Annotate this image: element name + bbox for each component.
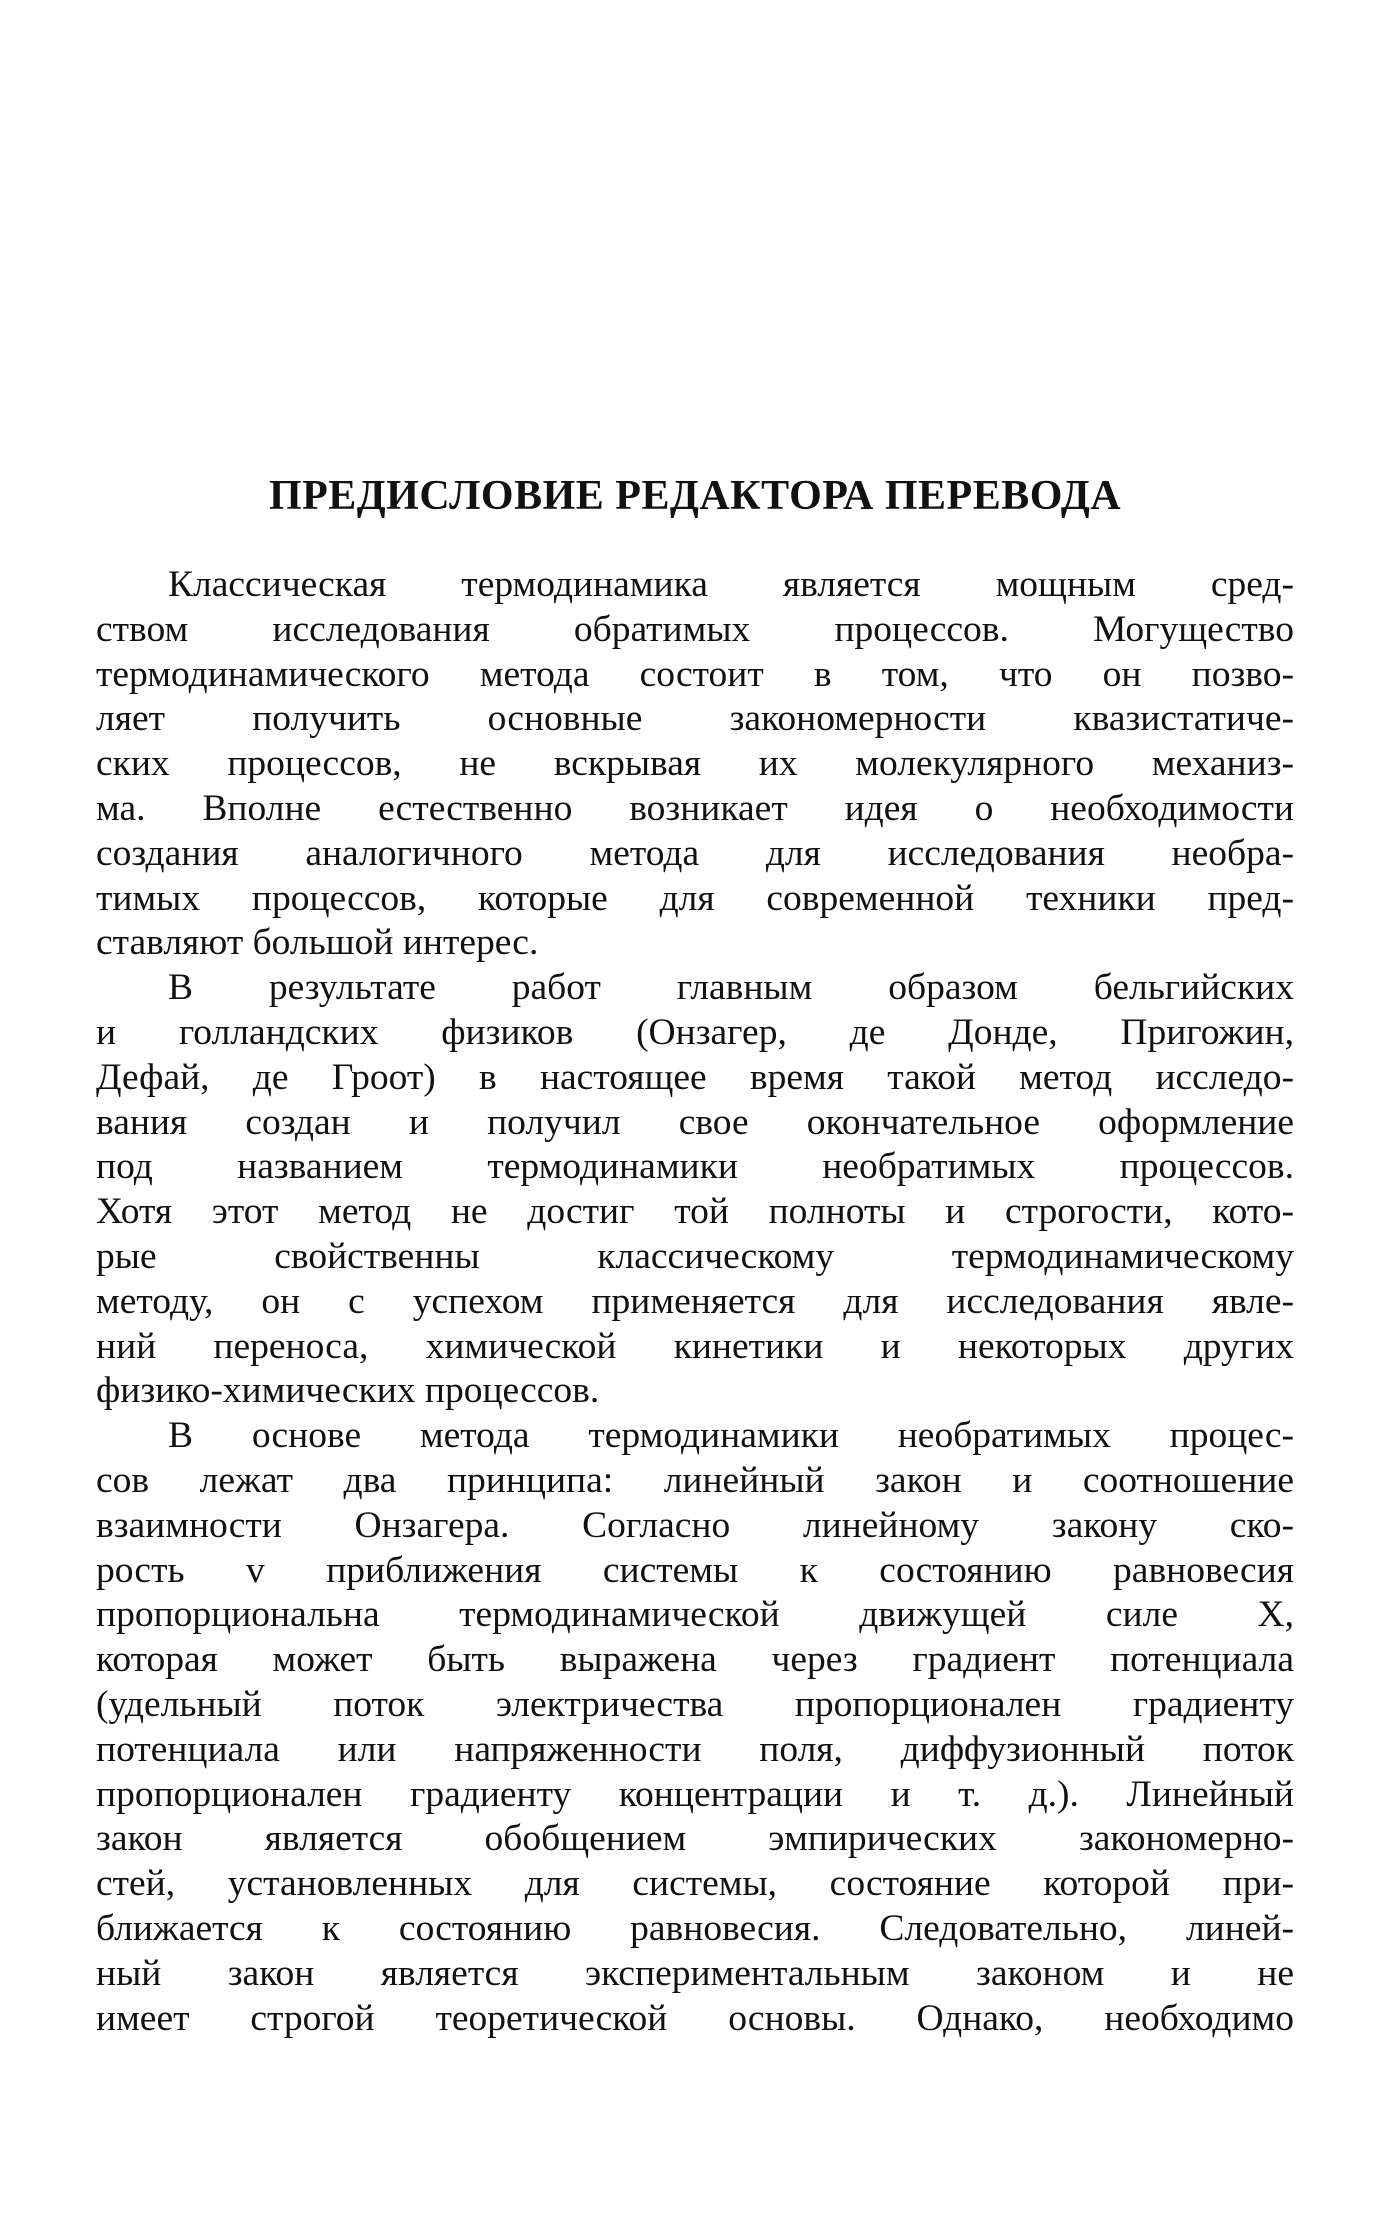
- text-line: которая может быть выражена через градиент потенциала: [96, 1639, 1294, 1681]
- text-line: под названием термодинамики необратимых процессов.: [96, 1146, 1294, 1188]
- text-line: взаимности Онзагера. Согласно линейному закону ско-: [96, 1504, 1294, 1546]
- text-line: рость v приближения системы к состоянию равновесия: [96, 1549, 1294, 1591]
- text-line: стей, установленных для системы, состояние которой при-: [96, 1863, 1294, 1905]
- text-line: имеет строгой теоретической основы. Однако, необходимо: [96, 1997, 1294, 2039]
- text-line: ма. Вполне естественно возникает идея о необходимости: [96, 787, 1294, 829]
- text-line: ских процессов, не вскрывая их молекулярного механиз-: [96, 743, 1294, 785]
- paragraph-1: [96, 563, 1294, 966]
- text-line: закон является обобщением эмпирических закономерно-: [96, 1818, 1294, 1860]
- text-line: Дефай, де Гроот) в настоящее время такой метод исследо-: [96, 1056, 1294, 1098]
- text-line: ний переноса, химической кинетики и некоторых других: [96, 1325, 1294, 1367]
- text-line: методу, он с успехом применяется для исследования явле-: [96, 1280, 1294, 1322]
- text-line: физико-химических процессов.: [96, 1370, 600, 1412]
- text-line: ляет получить основные закономерности квазистатиче-: [96, 698, 1294, 740]
- text-line: создания аналогичного метода для исследования необра-: [96, 832, 1294, 874]
- paragraph-3: [96, 1414, 1294, 2041]
- text-line: ный закон является экспериментальным законом и не: [96, 1952, 1294, 1994]
- text-line: В результате работ главным образом бельгийских: [168, 967, 1294, 1009]
- text-line: рые свойственны классическому термодинамическому: [96, 1235, 1294, 1277]
- text-line: В основе метода термодинамики необратимых процес-: [168, 1415, 1294, 1457]
- text-line: сов лежат два принципа: линейный закон и соотношение: [96, 1459, 1294, 1501]
- text-line: пропорциональна термодинамической движущей силе X,: [96, 1594, 1294, 1636]
- text-line: Классическая термодинамика является мощным сред-: [168, 564, 1294, 605]
- body-text: [96, 563, 1294, 2041]
- text-line: пропорционален градиенту концентрации и т. д.). Линейный: [96, 1773, 1294, 1815]
- text-line: ставляют большой интерес.: [96, 922, 539, 964]
- paragraph-2: [96, 966, 1294, 1414]
- text-line: (удельный поток электричества пропорционален градиенту: [96, 1683, 1294, 1725]
- text-line: термодинамического метода состоит в том, что он позво-: [96, 653, 1294, 695]
- text-line: Хотя этот метод не достиг той полноты и строгости, кото-: [96, 1191, 1294, 1233]
- chapter-title: ПРЕДИСЛОВИЕ РЕДАКТОРА ПЕРЕВОДА: [268, 473, 1122, 519]
- text-line: вания создан и получил свое окончательное оформление: [96, 1101, 1294, 1143]
- text-line: и голландских физиков (Онзагер, де Донде, Пригожин,: [96, 1011, 1294, 1053]
- text-line: тимых процессов, которые для современной техники пред-: [96, 877, 1294, 919]
- text-line: потенциала или напряженности поля, диффузионный поток: [96, 1728, 1294, 1770]
- text-line: ством исследования обратимых процессов. Могущество: [96, 608, 1294, 650]
- text-line: ближается к состоянию равновесия. Следовательно, линей-: [96, 1907, 1294, 1949]
